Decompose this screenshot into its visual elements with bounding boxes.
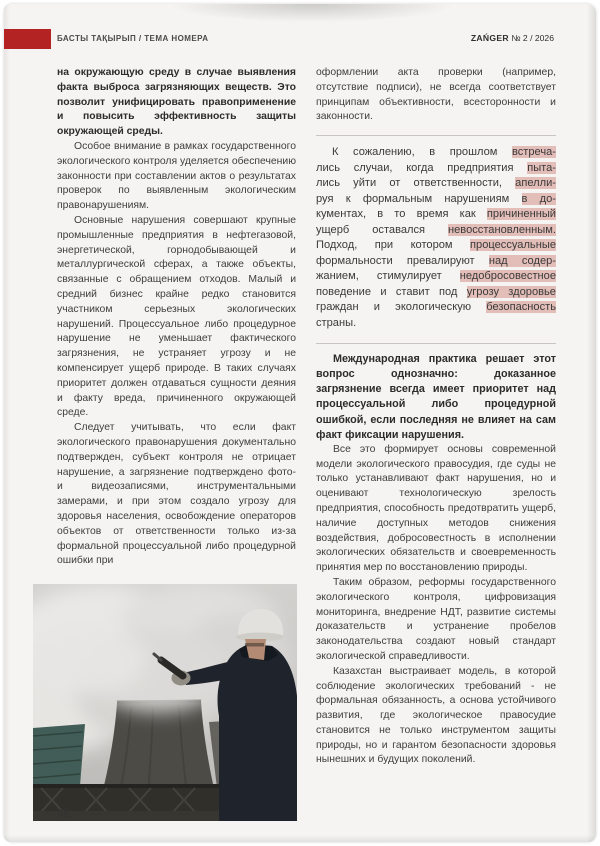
issue-number: № 2 / 2026 (511, 33, 554, 43)
paragraph: Особое внимание в рамках государственного экологического контроля уделяется обеспечению законности при составлении актов о результатах проверок по выявленным экологическим правонарушениям. (57, 140, 296, 212)
highlighted-text: апелли- (515, 177, 556, 190)
left-column (57, 66, 296, 821)
callout-line: граждан и экологическую безопасность (316, 301, 556, 314)
callout-line: руя к формальным нарушениям в до- (316, 192, 556, 205)
magazine-page (4, 4, 596, 842)
callout-line: жанием, стимулирует недобросовестное (316, 270, 556, 283)
callout-line: кументах, в то время как причиненный (316, 208, 556, 221)
divider-line (316, 135, 556, 136)
callout-line: ущерб оставался невосстановленным. (316, 223, 556, 236)
callout-line: лись случаи, когда предприятия пыта- (316, 161, 556, 174)
section-label: БАСТЫ ТАҚЫРЫП / ТЕМА НОМЕРА (57, 34, 209, 43)
callout-line: К сожалению, в прошлом встреча- (332, 146, 556, 159)
page-edge-shadow (4, 835, 596, 842)
highlighted-text: причиненный (486, 208, 556, 221)
highlighted-text: пыта- (527, 161, 556, 174)
callout-line: страны. (316, 316, 357, 329)
highlighted-text: угрозу здоровье (466, 285, 556, 298)
highlighted-text: процессуальные (470, 239, 556, 252)
photo-inspector-cooling-towers (33, 584, 297, 821)
callout-line: поведение и ставит под угрозу здоровье (316, 285, 556, 298)
journal-issue (471, 33, 554, 43)
callout-line: Подход, при котором процессуальные (316, 239, 556, 252)
photo-illustration (33, 584, 297, 821)
paragraph: Следует учитывать, что если факт экологического правонарушения документально подтвержден, субъект контроля не отрицает нарушение, а загрязнение подтверждено фото- и видеозаписями, инструментальными замерами, и при этом создало угрозу для здоровья населения, освобождение операторов объектов от ответственности только из-за формальной процессуальной либо процедурной ошибки при (57, 422, 296, 567)
paragraph-emphasis-bold: Международная практика решает этот вопрос однозначно: доказанное загрязнение всегда имеет приоритет над процессуальной либо процедурной ошибкой, если последняя не влияет на сам факт фиксации нарушения. (316, 353, 556, 441)
divider-line (316, 343, 556, 344)
paragraph-lead-bold: на окружающую среду в случае выявления факта выброса загрязняющих веществ. Это позволит унифицировать правоприменение и повысить эффективность защиты окружающей среды. (57, 67, 296, 138)
paragraph: оформлении акта проверки (например, отсутствие подписи), не всегда соответствует принципам объективности, всесторонности и законности. (316, 67, 556, 123)
highlighted-text: безопасность (486, 301, 556, 314)
highlighted-text: над содер- (488, 254, 556, 267)
journal-name: ZAŃGER (470, 33, 509, 43)
callout-line: формальности превалируют над содер- (316, 254, 556, 267)
highlighted-text: недобросовестное (459, 270, 556, 283)
page-number: 48 (57, 808, 70, 820)
page-header (4, 4, 596, 60)
paragraph: Казахстан выстраивает модель, в которой соблюдение экологических требований - не формальная обязанность, а основа устойчивого развития, где экологическое правосудие становится не только инструментом защиты природы, но и гарантом безопасности здоровья нынешних и будущих поколений. (316, 665, 556, 766)
paragraph: Таким образом, реформы государственного экологического контроля, цифровизация мониторинга, внедрение НДТ, развитие системы доказательств и устранение пробелов законодательства создают новый стандарт экологической справедливости. (316, 576, 556, 662)
paragraph: Основные нарушения совершают крупные промышленные предприятия в нефтегазовой, энергетической, горнодобывающей и металлургической сферах, а также объекты, связанные с обращением отходов. Малый и средний бизнес крайне редко становится участником серьезных экологических нарушений. Процессуальное либо процедурное нарушение не уменьшает фактического загрязнения, не устраняет угрозу и не компенсирует ущерб природе. В таких случаях приоритет должен отдаваться сущности деяния и факту вреда, причиненного окружающей среде. (57, 214, 296, 419)
red-logo-block (4, 29, 51, 49)
callout-line: лись уйти от ответственности, апелли- (316, 177, 556, 190)
paragraph: Все это формирует основы современной модели экологического правосудия, где суды не только устанавливают факт нарушения, но и оценивают технологическую зрелость предприятия, способность предотвратить ущерб, наличие доступных методов снижения воздействия, добросовестность в исполнении экологических обязательств и своевременность принятия мер по восстановлению природы. (316, 443, 556, 574)
two-column-body (4, 60, 596, 821)
highlighted-text: в до- (521, 192, 556, 205)
callout-highlighted-paragraph (316, 144, 556, 333)
highlighted-text: невосстановленным. (448, 223, 556, 236)
highlighted-text: встреча- (511, 146, 556, 159)
right-column (316, 66, 556, 821)
